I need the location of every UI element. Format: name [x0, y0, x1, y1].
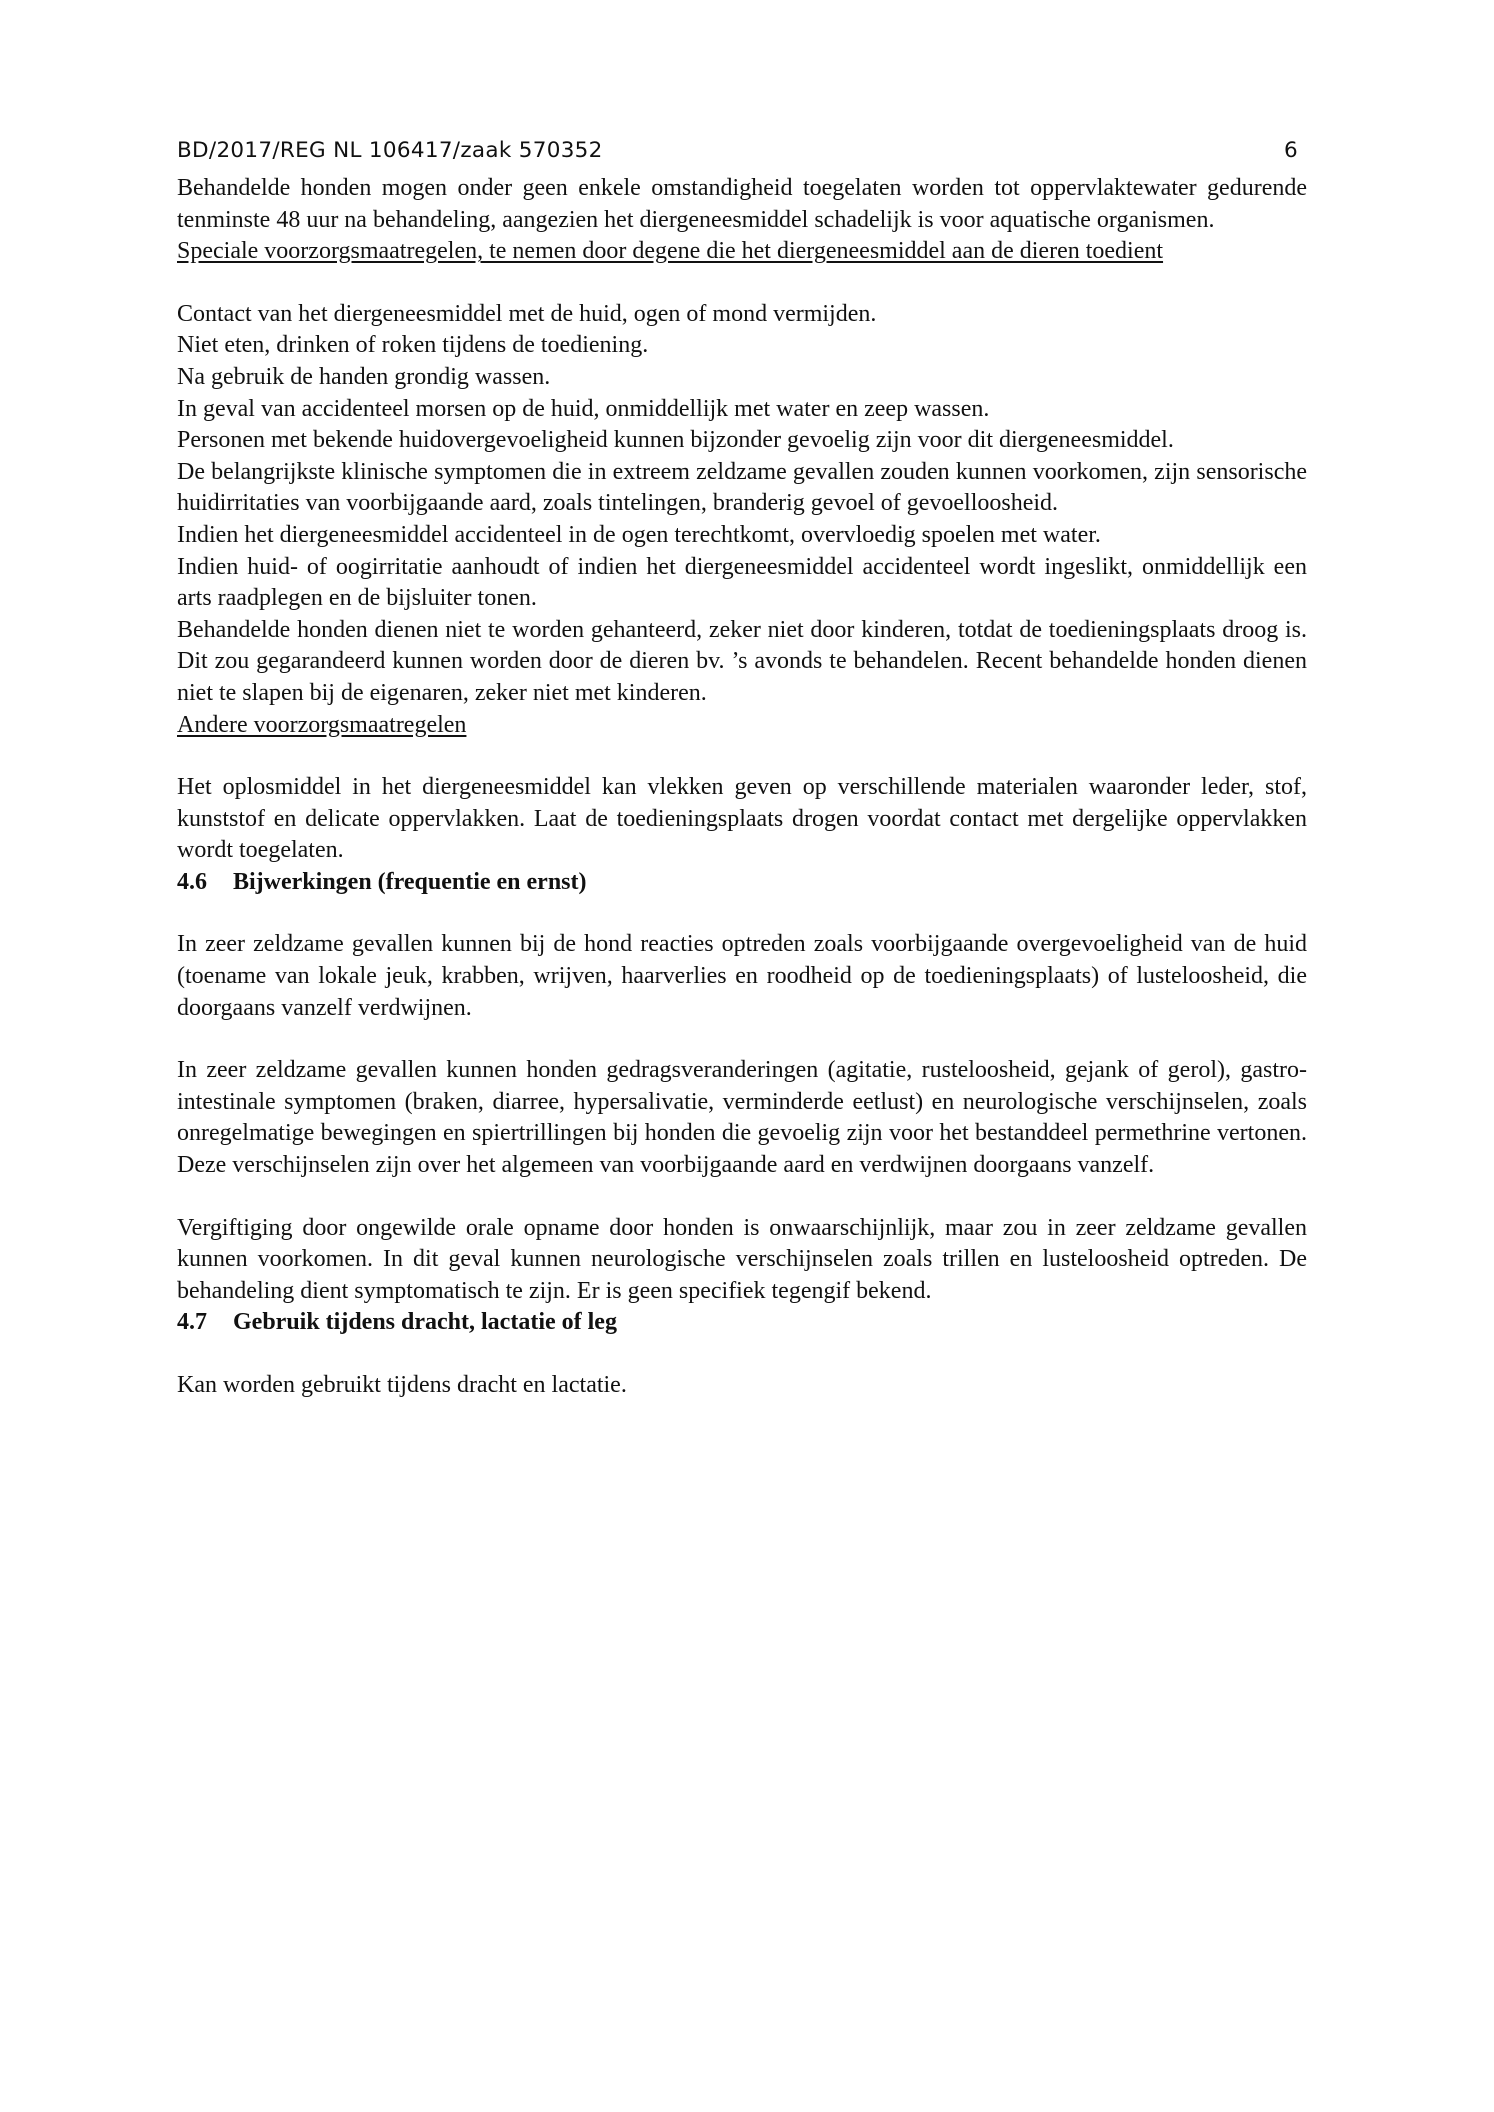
precaution-line: In geval van accidenteel morsen op de huid, onmiddellijk met water en zeep wassen.	[177, 395, 990, 422]
precaution-line: Indien huid- of oogirritatie aanhoudt of indien het diergeneesmiddel accidenteel wordt ingeslikt, onmiddellijk een arts raadplegen en de bijsluiter tonen.	[177, 553, 1307, 612]
section-4-6-heading	[177, 867, 1307, 899]
other-precautions-text: Het oplosmiddel in het diergeneesmiddel kan vlekken geven op verschillende materialen waaronder leder, stof, kunststof en delicate oppervlakken. Laat de toedieningsplaats drogen voordat contact met dergelijke oppervlakken wordt toegelaten.	[177, 774, 1307, 864]
section-title: Bijwerkingen (frequentie en ernst)	[233, 868, 587, 895]
document-page	[177, 138, 1307, 1402]
section-title: Gebruik tijdens dracht, lactatie of leg	[233, 1309, 617, 1336]
precaution-line: Indien het diergeneesmiddel accidenteel in de ogen terechtkomt, overvloedig spoelen met water.	[177, 521, 1101, 548]
section-4-6-paragraph: In zeer zeldzame gevallen kunnen bij de hond reacties optreden zoals voorbijgaande overgevoeligheid van de huid (toename van lokale jeuk, krabben, wrijven, haarverlies en roodheid op de toedieningsplaats) of lusteloosheid, die doorgaans vanzelf verdwijnen.	[177, 931, 1307, 1021]
precaution-line: Behandelde honden dienen niet te worden gehanteerd, zeker niet door kinderen, totdat de toedieningsplaats droog is. Dit zou gegarandeerd kunnen worden door de dieren bv. ’s avonds te behandelen. Recent behandelde honden dienen niet te slapen bij de eigenaren, zeker niet met kinderen.	[177, 616, 1307, 706]
other-precautions-heading: Andere voorzorgsmaatregelen	[177, 711, 467, 738]
precaution-line: De belangrijkste klinische symptomen die in extreem zeldzame gevallen zouden kunnen voorkomen, zijn sensorische huidirritaties van voorbijgaande aard, zoals tintelingen, branderig gevoel of gevoelloosheid.	[177, 458, 1307, 517]
intro-paragraph: Behandelde honden mogen onder geen enkele omstandigheid toegelaten worden tot oppervlaktewater gedurende tenminste 48 uur na behandeling, aangezien het diergeneesmiddel schadelijk is voor aquatische organismen.	[177, 175, 1307, 233]
section-number: 4.6	[177, 868, 207, 895]
precaution-line: Personen met bekende huidovergevoeligheid kunnen bijzonder gevoelig zijn voor dit diergeneesmiddel.	[177, 427, 1174, 454]
special-precautions-list	[177, 299, 1307, 710]
page-header	[177, 138, 1307, 163]
section-4-7-text: Kan worden gebruikt tijdens dracht en lactatie.	[177, 1372, 627, 1398]
section-4-6-paragraph: Vergiftiging door ongewilde orale opname door honden is onwaarschijnlijk, maar zou in zeer zeldzame gevallen kunnen voorkomen. In dit geval kunnen neurologische verschijnselen zoals trillen en lusteloosheid optreden. De behandeling dient symptomatisch te zijn. Er is geen specifiek tegengif bekend.	[177, 1214, 1307, 1304]
section-4-6-paragraph: In zeer zeldzame gevallen kunnen honden gedragsveranderingen (agitatie, rusteloosheid, gejank of gerol), gastro-intestinale symptomen (braken, diarree, hypersalivatie, verminderde eetlust) en neurologische verschijnselen, zoals onregelmatige bewegingen en spiertrillingen bij honden die gevoelig zijn voor het bestanddeel permethrine vertonen. Deze verschijnselen zijn over het algemeen van voorbijgaande aard en verdwijnen doorgaans vanzelf.	[177, 1057, 1307, 1179]
precaution-line: Niet eten, drinken of roken tijdens de toediening.	[177, 332, 649, 359]
document-reference: BD/2017/REG NL 106417/zaak 570352	[177, 138, 603, 163]
section-4-7-heading	[177, 1307, 1307, 1339]
precaution-line: Contact van het diergeneesmiddel met de huid, ogen of mond vermijden.	[177, 300, 877, 327]
special-precautions-heading: Speciale voorzorgsmaatregelen, te nemen door degene die het diergeneesmiddel aan de dieren toedient	[177, 238, 1164, 265]
section-number: 4.7	[177, 1309, 207, 1336]
precaution-line: Na gebruik de handen grondig wassen.	[177, 363, 551, 390]
page-number: 6	[1284, 138, 1298, 163]
